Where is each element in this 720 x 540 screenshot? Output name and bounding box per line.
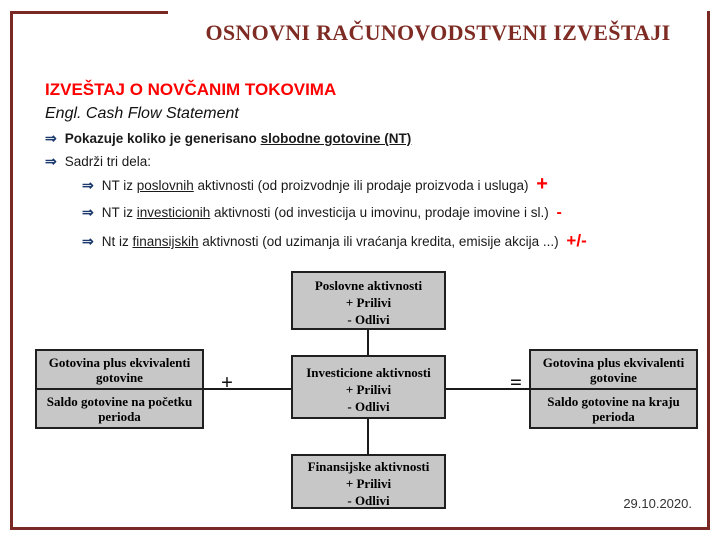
bullet-text-pre: Pokazuje koliko je generisano xyxy=(64,131,261,146)
sub-bullet-text xyxy=(102,231,587,251)
plus-sign: + xyxy=(536,173,548,195)
operating-activities-box xyxy=(291,271,446,330)
sub-bullet-operating xyxy=(82,173,548,195)
box-title: Investicione aktivnosti xyxy=(306,365,431,380)
slide-title: OSNOVNI RAČUNOVODSTVENI IZVEŠTAJI xyxy=(205,20,671,45)
cash-equivalents-label: Gotovina plus ekvivalenti gotovine xyxy=(542,354,685,385)
cash-equivalents-label: Gotovina plus ekvivalenti gotovine xyxy=(48,354,191,385)
sub-bullet-pre: NT iz xyxy=(101,178,137,193)
sub-bullet-underlined: poslovnih xyxy=(136,178,194,193)
sub-bullet-pre: NT iz xyxy=(101,205,137,220)
sub-bullet-post: aktivnosti (od proizvodnje ili prodaje proizvoda i usluga) xyxy=(193,178,533,193)
bullet-item-2 xyxy=(45,153,151,170)
sub-bullet-text xyxy=(102,204,562,222)
arrow-bullet-icon: ⇒ xyxy=(45,153,57,169)
sub-bullet-pre: Nt iz xyxy=(101,234,133,249)
sub-bullet-financing xyxy=(82,231,587,251)
bullet-text: Sadrži tri dela: xyxy=(64,154,152,169)
english-subtitle: Engl. Cash Flow Statement xyxy=(45,105,239,122)
plus-operator: + xyxy=(221,370,233,394)
box-outflow: - Odlivi xyxy=(347,493,390,508)
frame-border-bottom xyxy=(10,527,710,530)
cash-ending-box xyxy=(529,349,698,429)
sub-bullet-investing xyxy=(82,204,562,222)
box-inflow: + Prilivi xyxy=(345,382,392,397)
frame-border-left xyxy=(10,11,13,530)
bullet-text-underlined: slobodne gotovine (NT) xyxy=(260,131,412,146)
equals-operator: = xyxy=(510,370,522,394)
beginning-balance-label: Saldo gotovine na početku perioda xyxy=(37,388,202,427)
box-inflow: + Prilivi xyxy=(345,295,392,310)
sub-bullet-underlined: finansijskih xyxy=(132,234,199,249)
arrow-bullet-icon: ⇒ xyxy=(82,233,94,249)
minus-sign: - xyxy=(556,204,562,221)
arrow-bullet-icon: ⇒ xyxy=(82,204,94,220)
box-outflow: - Odlivi xyxy=(347,399,390,414)
bullet-text xyxy=(65,131,412,146)
box-title: Poslovne aktivnosti xyxy=(314,278,423,293)
report-heading: IZVEŠTAJ O NOVČANIM TOKOVIMA xyxy=(45,80,337,99)
ending-balance-label: Saldo gotovine na kraju perioda xyxy=(531,388,696,427)
slide-date: 29.10.2020. xyxy=(623,496,692,511)
sub-bullet-underlined: investicionih xyxy=(136,205,211,220)
investing-activities-box xyxy=(291,355,446,419)
box-outflow: - Odlivi xyxy=(347,312,390,327)
box-title: Finansijske aktivnosti xyxy=(307,459,430,474)
arrow-bullet-icon: ⇒ xyxy=(82,177,94,193)
sub-bullet-post: aktivnosti (od investicija u imovinu, prodaje imovine i sl.) xyxy=(210,205,553,220)
frame-border-top xyxy=(10,11,168,14)
frame-border-right xyxy=(707,11,710,530)
arrow-bullet-icon: ⇒ xyxy=(45,130,57,146)
sub-bullet-text xyxy=(101,173,548,195)
box-inflow: + Prilivi xyxy=(345,476,392,491)
plus-minus-sign: +/- xyxy=(566,231,587,250)
cash-beginning-box xyxy=(35,349,204,429)
bullet-item-1 xyxy=(45,130,411,147)
sub-bullet-post: aktivnosti (od uzimanja ili vraćanja kredita, emisije akcija ...) xyxy=(198,234,563,249)
